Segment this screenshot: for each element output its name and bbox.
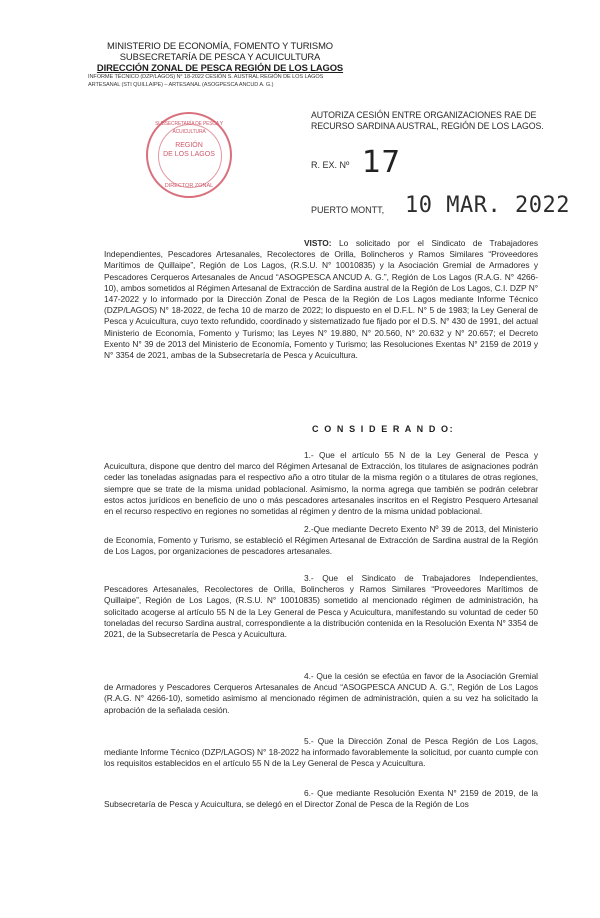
header-ref-line1: INFORME TÉCNICO (DZP/LAGOS) N° 18-2022 CESIÓN S. AUSTRAL REGIÓN DE LOS LAGOS — [88, 74, 324, 80]
considerando-p1: 1.- Que el artículo 55 N de la Ley General de Pesca y Acuicultura, dispone que dentro del marco del Régimen Artesanal de Extracción, los titulares de asignaciones podrán ceder las toneladas asignadas para el respectivo año a otro titular de la misma región o a titulares de otras regiones, siempre que se trate de la misma unidad poblacional. Asimismo, la norma agrega que también se podrán celebrar estos actos jurídicos en beneficio de uno o más pescadores artesanales inscritos en el Registro Pesquero Artesanal en el recurso respectivo en regiones no sometidas al régimen y dentro de la misma unidad poblacional. — [104, 450, 538, 517]
considerando-p2: 2.-Que mediante Decreto Exento Nº 39 de 2013, del Ministerio de Economía, Fomento y Turismo, se estableció el Régimen Artesanal de Extracción de Sardina austral de la Región de Los Lagos, por organizaciones de pescadores artesanales. — [104, 524, 538, 557]
considerando-p4: 4.- Que la cesión se efectúa en favor de la Asociación Gremial de Armadores y Pescadores Cerqueros Artesanales de Ancud “ASOGPESCA ANCUD A. G.”, Región de Los Lagos (R.A.G. N° 4266-10), sometido asimismo al mencionado régimen de administración, quien a su vez ha solicitado la aprobación de la señalada cesión. — [104, 671, 538, 715]
visto-text: Lo solicitado por el Sindicato de Trabajadores Independientes, Pescadores Artesanales, Recolectores de Orilla, Bolincheros y Ramos Similares “Proveedores Marítimos de Quillaipe”, Región de Los Lagos, (R.S.U. N° 10010835) y la Asociación Gremial de Armadores y Pescadores Cerqueros Artesanales de Ancud “ASOGPESCA ANCUD A. G.”, Región de Los Lagos (R.A.G. N° 4266-10), ambos sometidos al Régimen Artesanal de Extracción de Sardina austral de la Región de Los Lagos, C.I. DZP N° 147-2022 y lo informado por la Dirección Zonal de Pesca de la Región de Los Lagos mediante Informe Técnico (DZP/LAGOS) N° 18-2022, de fecha 10 de marzo de 2022; lo dispuesto en el D.F.L. N° 5 de 1983; la Ley General de Pesca y Acuicultura, cuyo texto refundido, coordinado y sistematizado fue fijado por el D.S. N° 430 de 1991, del actual Ministerio de Economía, Fomento y Turismo; las Leyes N° 19.880, N° 20.560, N° 20.632 y N° 20.657; el Decreto Exento N° 39 de 2013 del Ministerio de Economía, Fomento y Turismo; las Resoluciones Exentas N° 2159 de 2019 y N° 3354 de 2021, ambas de la Subsecretaría de Pesca y Acuicultura. — [104, 238, 538, 361]
header-subsecretaria: SUBSECRETARÍA DE PESCA Y ACUICULTURA — [119, 51, 321, 62]
considerando-heading: C O N S I D E R A N D O: — [312, 424, 455, 434]
considerando-p5: 5.- Que la Dirección Zonal de Pesca Región de Los Lagos, mediante Informe Técnico (DZP/LAGOS) N° 18-2022 ha informado favorablemente la solicitud, por cuanto cumple con los requisitos establecidos en el artículo 55 N de la Ley General de Pesca y Acuicultura. — [104, 736, 538, 769]
stamp-center-line2: DE LOS LAGOS — [163, 151, 215, 158]
visto-paragraph — [104, 238, 538, 361]
resolution-number: 17 — [362, 145, 401, 180]
considerando-p6: 6.- Que mediante Resolución Exenta N° 2159 de 2019, de la Subsecretaría de Pesca y Acuicultura, se delegó en el Director Zonal de Pesca de la Región de Los — [104, 788, 538, 810]
stamp-top-text: SUBSECRETARÍA DE PESCA Y ACUICULTURA — [155, 121, 223, 135]
stamp-center-line1: REGIÓN — [175, 142, 203, 149]
visto-label: VISTO: — [304, 238, 332, 248]
resolution-date: 10 MAR. 2022 — [405, 193, 570, 218]
considerando-p3: 3.- Que el Sindicato de Trabajadores Independientes, Pescadores Artesanales, Recolectores de Orilla, Bolincheros y Ramos Similares “Proveedores Marítimos de Quillaipe”, Región de Los Lagos, (R.S.U. N° 10010835) sometido al mencionado régimen de administración, ha solicitado acogerse al artículo 55 N de la Ley General de Pesca y Acuicultura, manifestando su voluntad de ceder 50 toneladas del recurso Sardina austral, correspondiente a la distribución contenida en la Resolución Exenta N° 3354 de 2021, de la Subsecretaría de Pesca y Acuicultura. — [104, 573, 538, 640]
header-ministry: MINISTERIO DE ECONOMÍA, FOMENTO Y TURISMO — [107, 40, 333, 51]
official-stamp — [146, 112, 232, 198]
resolution-label: R. EX. Nº — [311, 160, 350, 170]
header-direccion: DIRECCIÓN ZONAL DE PESCA REGIÓN DE LOS LAGOS — [96, 62, 344, 73]
header-ref-line2: ARTESANAL (STI QUILLAIPE) – ARTESANAL (ASOGPESCA ANCUD A. G.) — [88, 82, 274, 88]
subject-line2: RECURSO SARDINA AUSTRAL, REGIÓN DE LOS LAGOS. — [311, 121, 544, 131]
subject-line1: AUTORIZA CESIÓN ENTRE ORGANIZACIONES RAE DE — [311, 110, 537, 120]
stamp-bottom-text: DIRECTOR ZONAL — [164, 183, 214, 189]
resolution-place: PUERTO MONTT, — [311, 205, 385, 215]
